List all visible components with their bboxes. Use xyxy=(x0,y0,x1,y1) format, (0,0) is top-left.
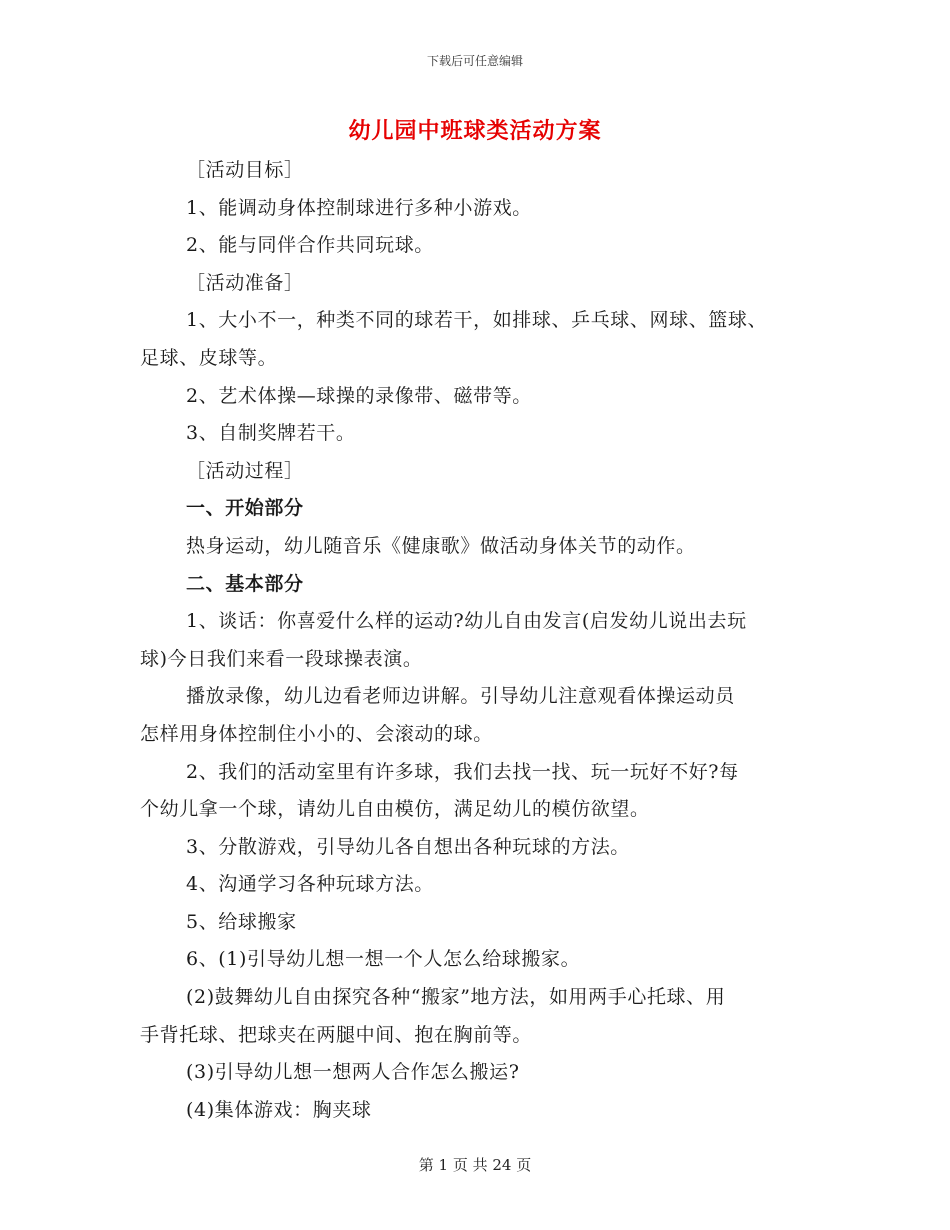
part-heading: 二、基本部分 xyxy=(186,572,304,595)
paragraph-line: 2、能与同伴合作共同玩球。 xyxy=(186,234,434,257)
paragraph-line: 足球、皮球等。 xyxy=(140,346,278,369)
paragraph-line: 3、自制奖牌若干。 xyxy=(186,422,356,445)
paragraph-line: 2、艺术体操—球操的录像带、磁带等。 xyxy=(186,384,532,407)
section-heading: ［活动准备］ xyxy=(186,271,304,294)
paragraph-line: 热身运动，幼儿随音乐《健康歌》做活动身体关节的动作。 xyxy=(186,534,696,557)
part-heading: 一、开始部分 xyxy=(186,497,304,520)
paragraph-line: 3、分散游戏，引导幼儿各自想出各种玩球的方法。 xyxy=(186,835,630,858)
paragraph-line: 2、我们的活动室里有许多球，我们去找一找、玩一玩好不好?每 xyxy=(186,760,739,783)
paragraph-line: 球)今日我们来看一段球操表演。 xyxy=(140,647,423,670)
paragraph-line: 怎样用身体控制住小小的、会滚动的球。 xyxy=(140,722,493,745)
paragraph-line: 6、(1)引导幼儿想一想一个人怎么给球搬家。 xyxy=(186,948,581,971)
page-footer: 第 1 页 共 24 页 xyxy=(418,1156,532,1174)
section-heading: ［活动目标］ xyxy=(186,159,304,181)
paragraph-line: 个幼儿拿一个球，请幼儿自由模仿，满足幼儿的模仿欲望。 xyxy=(140,798,650,821)
paragraph-line: 1、能调动身体控制球进行多种小游戏。 xyxy=(186,196,532,219)
paragraph-line: 手背托球、把球夹在两腿中间、抱在胸前等。 xyxy=(140,1023,533,1046)
document-title: 幼儿园中班球类活动方案 xyxy=(348,118,602,144)
paragraph-line: (3)引导幼儿想一想两人合作怎么搬运? xyxy=(186,1061,520,1084)
document-body xyxy=(140,152,820,1129)
section-heading: ［活动过程］ xyxy=(186,459,304,482)
paragraph-line: 1、大小不一，种类不同的球若干，如排球、乒乓球、网球、篮球、 xyxy=(186,309,768,332)
paragraph-line: (4)集体游戏：胸夹球 xyxy=(186,1098,372,1121)
paragraph-line: 5、给球搬家 xyxy=(186,910,297,933)
paragraph-line: 播放录像，幼儿边看老师边讲解。引导幼儿注意观看体操运动员 xyxy=(186,685,735,708)
paragraph-line: 1、谈话：你喜爱什么样的运动?幼儿自由发言(启发幼儿说出去玩 xyxy=(186,610,747,633)
paragraph-line: 4、沟通学习各种玩球方法。 xyxy=(186,873,434,896)
paragraph-line: (2)鼓舞幼儿自由探究各种“搬家”地方法，如用两手心托球、用 xyxy=(186,986,726,1009)
header-note: 下载后可任意编辑 xyxy=(426,54,523,68)
